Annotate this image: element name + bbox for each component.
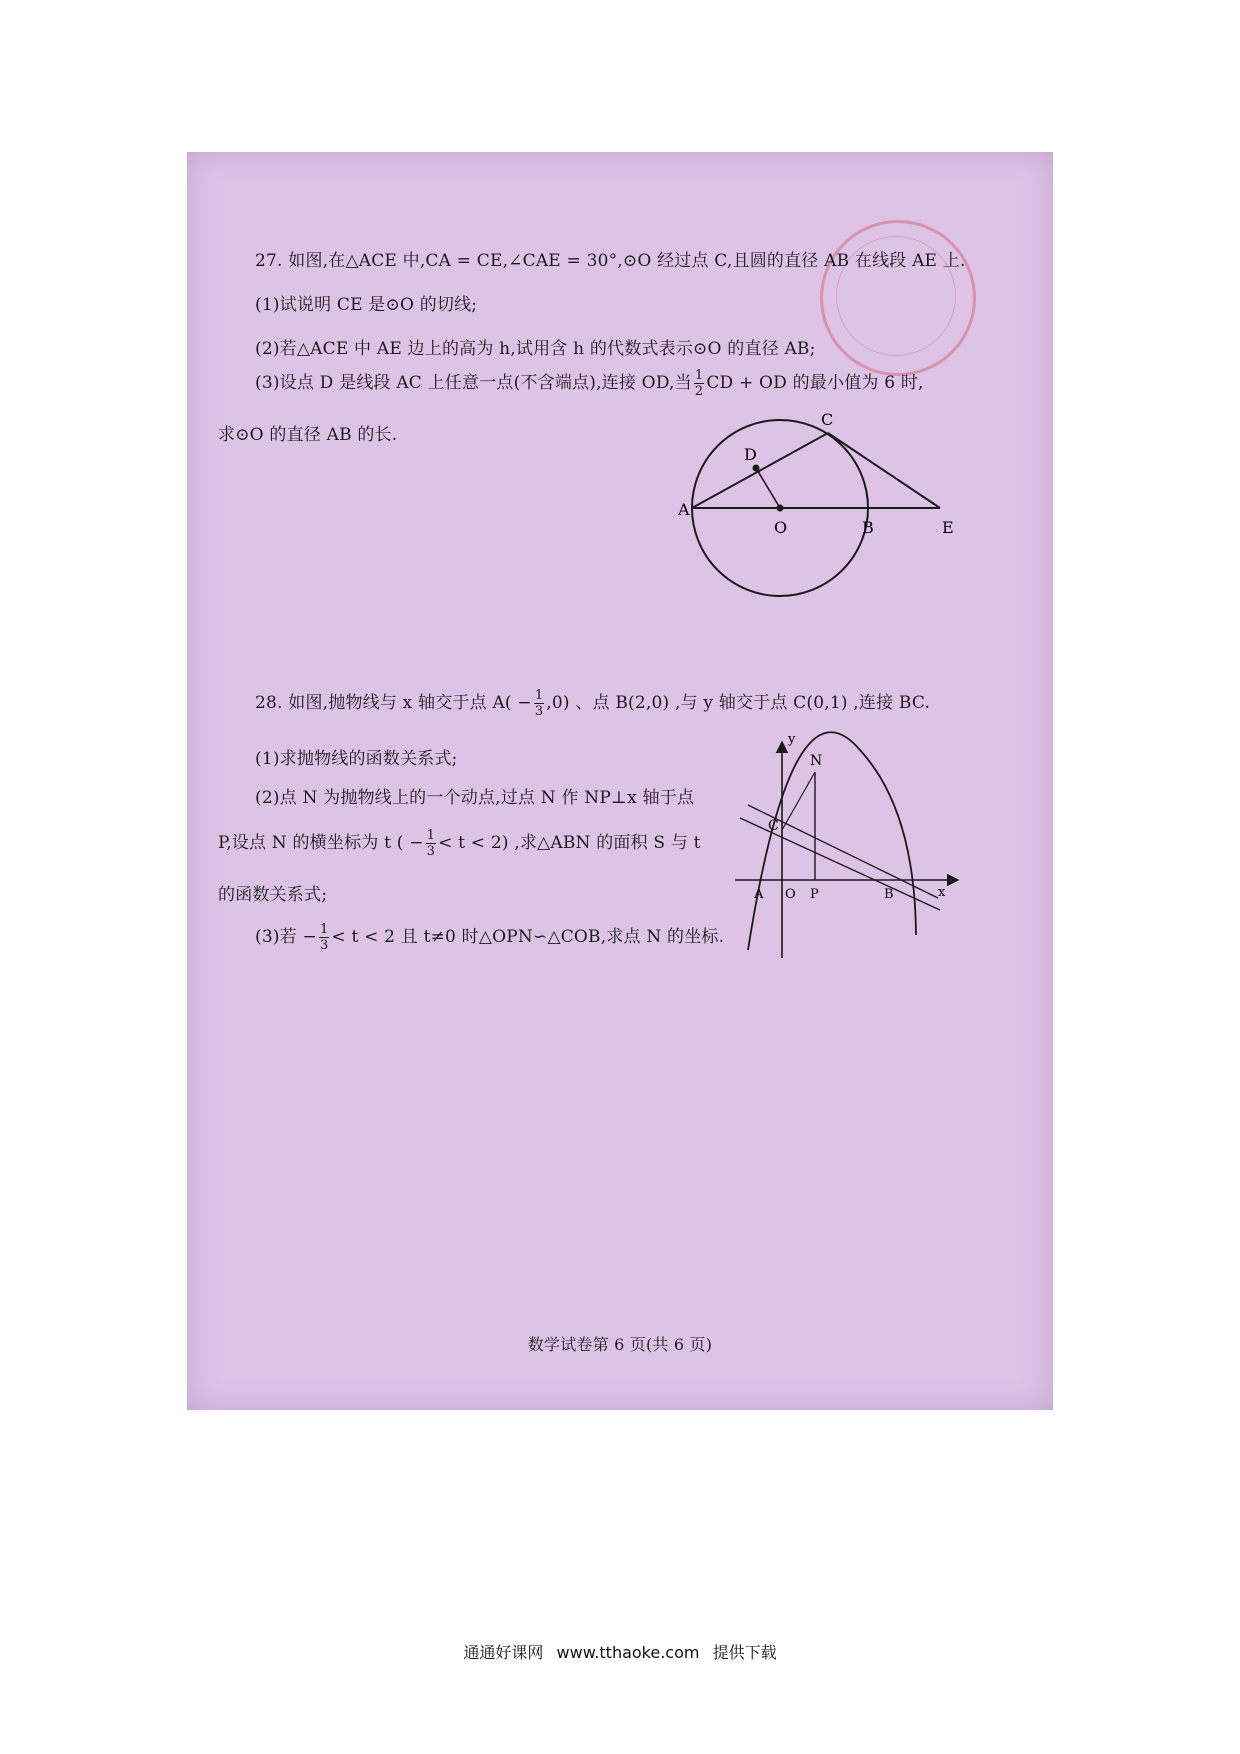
point-o <box>777 505 784 512</box>
q28-stem-text-a: 28. 如图,抛物线与 x 轴交于点 A( − <box>255 693 532 713</box>
q28-stem-fraction <box>534 689 544 718</box>
q27-part3-cont: 求⊙O 的直径 AB 的长. <box>218 425 398 445</box>
label-b: B <box>862 518 874 537</box>
q28-part2-fraction <box>426 829 436 858</box>
site-name: 通通好课网 <box>463 1643 544 1662</box>
page-number-footer: 数学试卷第 6 页(共 6 页) <box>527 1335 713 1354</box>
q28-part2: (2)点 N 为抛物线上的一个动点,过点 N 作 NP⊥x 轴于点 <box>255 788 695 808</box>
q27-part2: (2)若△ACE 中 AE 边上的高为 h,试用含 h 的代数式表示⊙O 的直径 AB; <box>255 339 816 359</box>
fraction-numerator: 1 <box>694 368 704 383</box>
label-p: P <box>810 887 819 902</box>
segment-ce <box>828 433 940 508</box>
site-footer <box>0 1640 1240 1663</box>
site-suffix: 提供下载 <box>712 1643 777 1662</box>
q28-stem-text-b: ,0) 、点 B(2,0) ,与 y 轴交于点 C(0,1) ,连接 BC. <box>546 693 931 713</box>
label-x: x <box>938 885 946 900</box>
label-o: O <box>774 518 788 537</box>
q28-part1: (1)求抛物线的函数关系式; <box>255 749 458 769</box>
fraction-denominator: 3 <box>319 938 329 953</box>
fraction-denominator: 2 <box>694 384 704 399</box>
q27-part3-text-b: CD + OD 的最小值为 6 时, <box>706 373 924 393</box>
label-c: C <box>768 818 779 834</box>
fraction-denominator: 3 <box>534 704 544 719</box>
q27-part3-text-a: (3)设点 D 是线段 AC 上任意一点(不含端点),连接 OD,当 <box>255 373 692 393</box>
label-y: y <box>788 732 796 747</box>
label-o: O <box>785 887 796 902</box>
label-d: D <box>744 445 757 464</box>
site-url[interactable]: www.tthaoke.com <box>556 1643 700 1662</box>
q28-part3 <box>255 922 724 952</box>
q28-part3-text-a: (3)若 − <box>255 927 317 947</box>
q28-part3-text-b: < t < 2 且 t≠0 时△OPN∽△COB,求点 N 的坐标. <box>331 927 725 947</box>
fraction-numerator: 1 <box>534 688 544 703</box>
q27-fraction <box>694 369 704 398</box>
label-e: E <box>942 518 954 537</box>
segment-cn <box>782 772 815 830</box>
segment-ac <box>692 433 828 508</box>
label-b: B <box>884 887 894 902</box>
label-c: C <box>821 410 834 429</box>
q28-part2-end: 的函数关系式; <box>218 885 328 905</box>
q27-stem: 27. 如图,在△ACE 中,CA = CE,∠CAE = 30°,⊙O 经过点 C,且圆的直径 AB 在线段 AE 上. <box>255 251 966 271</box>
q28-figure <box>730 730 970 960</box>
fraction-denominator: 3 <box>426 844 436 859</box>
q28-part2-cont <box>218 828 701 858</box>
label-a: A <box>678 500 690 519</box>
q27-figure <box>680 405 970 610</box>
q28-part2-text-c: < t < 2) ,求△ABN 的面积 S 与 t <box>438 833 701 853</box>
q28-stem <box>255 688 930 718</box>
q27-part1: (1)试说明 CE 是⊙O 的切线; <box>255 295 478 315</box>
q28-part3-fraction <box>319 923 329 952</box>
fraction-numerator: 1 <box>319 922 329 937</box>
point-d <box>753 465 760 472</box>
q27-part3 <box>255 368 924 398</box>
segment-od <box>756 468 780 508</box>
fraction-numerator: 1 <box>426 828 436 843</box>
label-n: N <box>810 753 823 769</box>
parabola <box>748 732 916 950</box>
label-a: A <box>754 887 764 902</box>
q28-part2-text-b: P,设点 N 的横坐标为 t ( − <box>218 833 424 853</box>
